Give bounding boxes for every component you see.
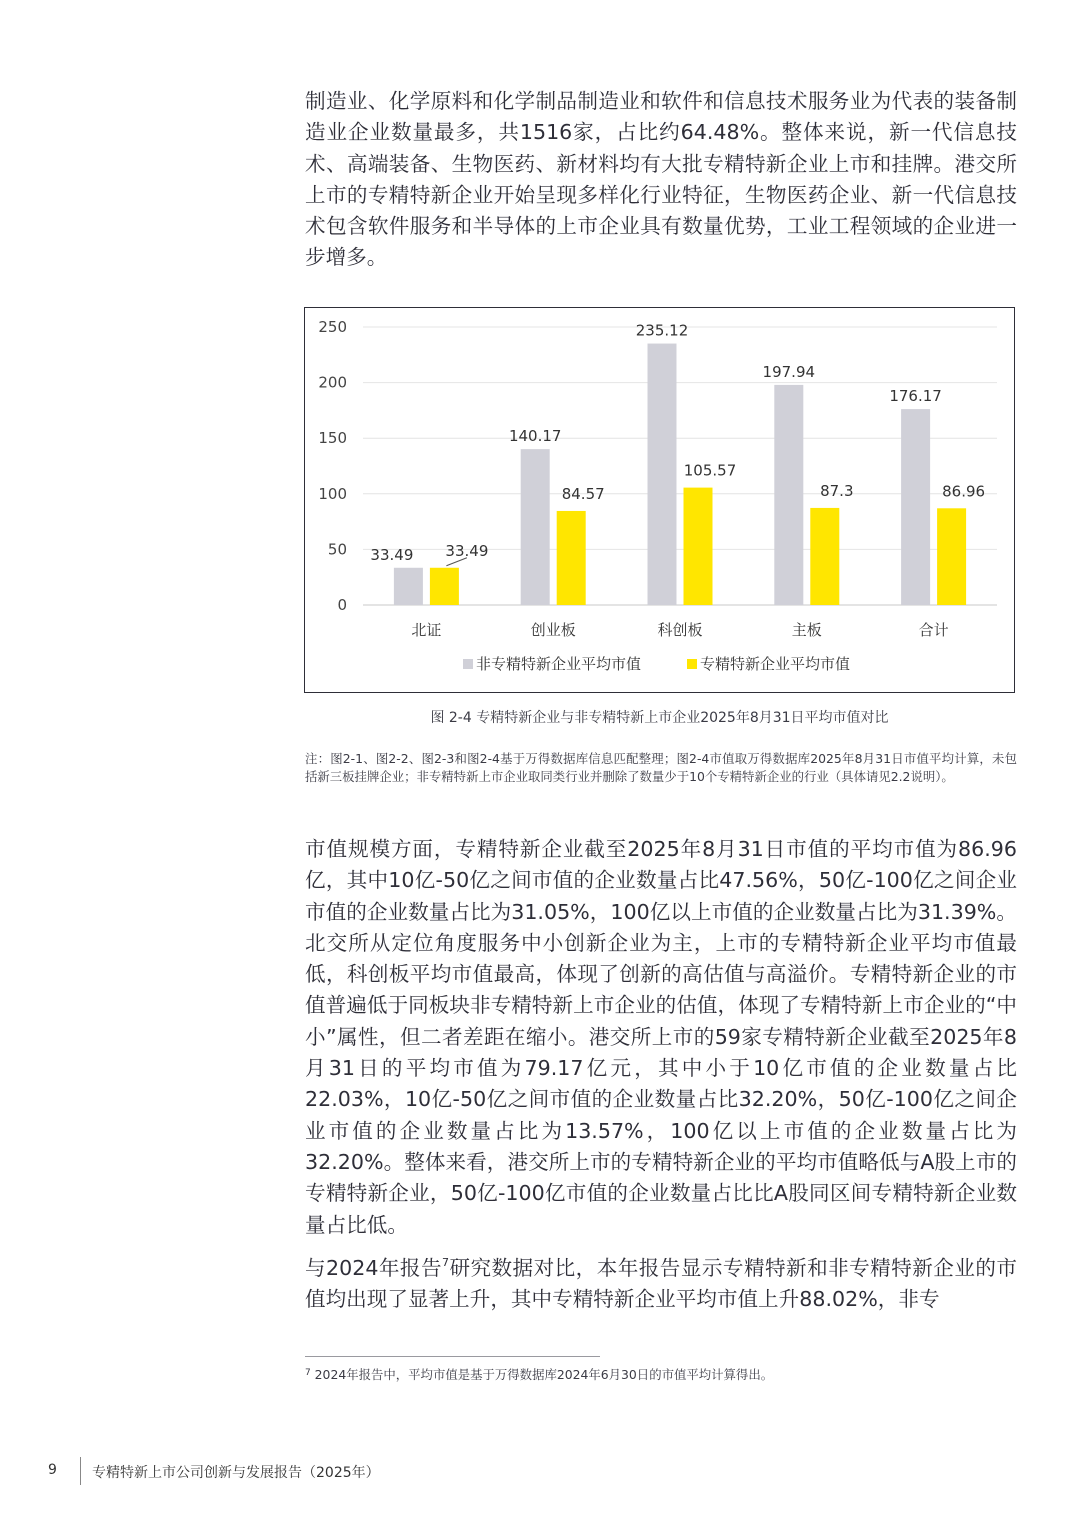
data-label: 87.3 — [820, 481, 854, 500]
footnote-text: 2024年报告中，平均市值是基于万得数据库2024年6月30日的市值平均计算得出。 — [310, 1367, 774, 1382]
data-label: 140.17 — [508, 427, 562, 446]
footnote-divider — [305, 1356, 600, 1357]
footnote — [305, 1366, 1017, 1384]
footnote-reference: 7 — [442, 1256, 449, 1269]
chart-canvas — [305, 308, 1014, 692]
data-label: 84.57 — [561, 484, 605, 503]
y-tick-label: 100 — [318, 484, 347, 503]
bar-chart — [304, 307, 1015, 693]
legend-label: 专精特新企业平均市值 — [700, 655, 851, 673]
bar-specialized — [684, 488, 713, 605]
x-category-label: 主板 — [791, 621, 822, 639]
data-label: 86.96 — [942, 482, 986, 501]
x-category-label: 合计 — [918, 621, 949, 639]
y-tick-label: 150 — [318, 429, 347, 448]
data-label: 197.94 — [762, 362, 816, 381]
comparison-text-start: 与2024年报告 — [305, 1256, 442, 1280]
y-tick-label: 0 — [337, 596, 347, 614]
bar-non-specialized — [521, 449, 550, 605]
legend-swatch — [463, 659, 473, 669]
data-label: 33.49 — [370, 545, 414, 564]
footnote-marker: 7 — [305, 1368, 311, 1378]
footer-report-title: 专精特新上市公司创新与发展报告（2025年） — [92, 1465, 380, 1481]
y-tick-label: 200 — [318, 373, 347, 392]
figure-caption: 图 2-4 专精特新企业与非专精特新上市企业2025年8月31日平均市值对比 — [430, 710, 889, 726]
body-paragraph-industry: 制造业、化学原料和化学制品制造业和软件和信息技术服务业为代表的装备制造业企业数量最多，共1516家，占比约64.48%。整体来说，新一代信息技术、高端装备、生物医药、新材料均有大批专精特新企业上市和挂牌。港交所上市的专精特新企业开始呈现多样化行业特征，生物医药企业、新一代信息技术包含软件服务和半导体的上市企业具有数量优势，工业工程领域的企业进一步增多。 — [305, 89, 1017, 270]
x-category-label: 科创板 — [657, 621, 703, 639]
y-tick-label: 250 — [318, 318, 347, 336]
bar-specialized — [937, 508, 966, 605]
body-paragraph-market-value: 市值规模方面，专精特新企业截至2025年8月31日市值的平均市值为86.96亿，其中10亿-50亿之间市值的企业数量占比47.56%，50亿-100亿之间企业市值的企业数量占比为31.05%，100亿以上市值的企业数量占比为31.39%。北交所从定位角度服务中小创新企业为主，上市的专精特新企业平均市值最低，科创板平均市值最高，体现了创新的高估值与高溢价。专精特新企业的市值普遍低于同板块非专精特新上市企业的估值，体现了专精特新上市企业的“中小”属性，但二者差距在缩小。港交所上市的59家专精特新企业截至2025年8月31日的平均市值为79.17亿元，其中小于10亿市值的企业数量占比22.03%，10亿-50亿之间市值的企业数量占比32.20%，50亿-100亿之间企业市值的企业数量占比为13.57%，100亿以上市值的企业数量占比为32.20%。整体来看，港交所上市的专精特新企业的平均市值略低与A股上市的专精特新企业，50亿-100亿市值的企业数量占比比A股同区间专精特新企业数量占比低。 — [305, 837, 1017, 1237]
y-tick-label: 50 — [327, 540, 347, 559]
x-category-label: 创业板 — [530, 621, 576, 639]
bar-non-specialized — [648, 344, 677, 605]
legend-label: 非专精特新企业平均市值 — [476, 655, 642, 673]
bar-non-specialized — [901, 409, 930, 605]
footer-divider — [80, 1457, 81, 1485]
legend-swatch — [687, 659, 697, 669]
bar-non-specialized — [394, 568, 423, 605]
bar-specialized — [810, 508, 839, 605]
data-label: 235.12 — [635, 321, 689, 340]
data-label: 33.49 — [445, 541, 489, 560]
data-label: 105.57 — [683, 461, 737, 480]
x-category-label: 北证 — [411, 621, 442, 639]
comparison-text-end: 研究数据对比，本年报告显示专精特新和非专精特新企业的市值均出现了显著上升，其中专精特新企业平均市值上升88.02%，非专 — [305, 1256, 1017, 1312]
figure-note: 注：图2-1、图2-2、图2-3和图2-4基于万得数据库信息匹配整理；图2-4市值取万得数据库2025年8月31日市值平均计算，未包括新三板挂牌企业；非专精特新上市企业取同类行业并删除了数量少于10个专精特新企业的行业（具体请见2.2说明）。 — [305, 751, 1017, 784]
data-label: 176.17 — [889, 387, 942, 406]
bar-non-specialized — [774, 385, 803, 605]
bar-specialized — [430, 568, 459, 605]
bar-specialized — [557, 511, 586, 605]
body-paragraph-comparison — [305, 1253, 1017, 1316]
page-number: 9 — [48, 1462, 57, 1478]
